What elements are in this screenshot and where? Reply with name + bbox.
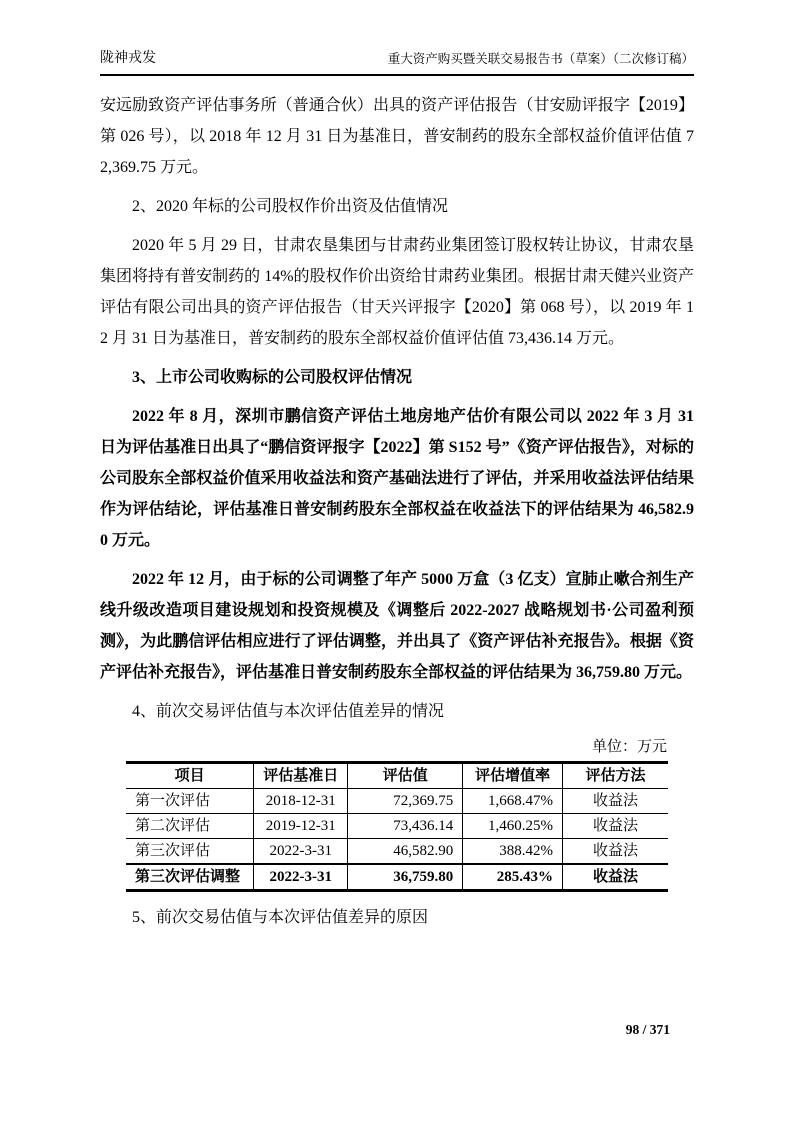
cell-value: 73,436.14 bbox=[348, 814, 463, 839]
header-report-title: 重大资产购买暨关联交易报告书（草案）（二次修订稿） bbox=[387, 52, 694, 66]
paragraph-continuation: 安远励致资产评估事务所（普通合伙）出具的资产评估报告（甘安励评报字【2019】第 026 号），以 2018 年 12 月 31 日为基准日，普安制药的股东全部权益价值评估值 72,369.75 万元。 bbox=[100, 97, 694, 176]
page-header bbox=[100, 50, 694, 76]
cell-rate: 285.43% bbox=[463, 864, 563, 891]
heading-section-5: 5、前次交易估值与本次评估值差异的原因 bbox=[132, 909, 429, 926]
column-header-value: 评估值 bbox=[348, 763, 463, 789]
heading-section-4: 4、前次交易评估值与本次评估值差异的情况 bbox=[132, 703, 445, 720]
cell-item: 第二次评估 bbox=[126, 814, 254, 839]
table-row-third-valuation-adjusted bbox=[126, 864, 668, 891]
table-header-row bbox=[126, 763, 668, 789]
page-body bbox=[100, 90, 694, 941]
column-header-rate: 评估增值率 bbox=[463, 763, 563, 789]
page-number: 98 / 371 bbox=[625, 1022, 670, 1037]
cell-value: 46,582.90 bbox=[348, 839, 463, 865]
cell-value: 72,369.75 bbox=[348, 789, 463, 814]
cell-rate: 388.42% bbox=[463, 839, 563, 865]
heading-section-3: 3、上市公司收购标的公司股权评估情况 bbox=[132, 369, 413, 386]
column-header-base-date: 评估基准日 bbox=[254, 763, 348, 789]
paragraph-2022-december: 2022 年 12 月，由于标的公司调整了年产 5000 万盒（3 亿支）宣肺止嗽合剂生产线升级改造项目建设规划和投资规模及《调整后 2022-2027 战略规划书·公司盈利预测》，为此鹏信评估相应进行了评估调整，并出具了《资产评估补充报告》。根据《资产评估补充报告》，评估基准日普安制药股东全部权益的评估结果为 36,759.80 万元。 bbox=[100, 571, 694, 681]
valuation-comparison-table bbox=[126, 761, 668, 892]
cell-method: 收益法 bbox=[562, 864, 668, 891]
table-row-second-valuation bbox=[126, 814, 668, 839]
table-row-first-valuation bbox=[126, 789, 668, 814]
paragraph-2020-valuation: 2020 年 5 月 29 日，甘肃农垦集团与甘肃药业集团签订股权转让协议，甘肃农垦集团将持有普安制药的 14%的股权作价出资给甘肃药业集团。根据甘肃天健兴业资产评估有限公司出具的资产评估报告（甘天兴评报字【2020】第 068 号），以 2019 年 12 月 31 日为基准日，普安制药的股东全部权益价值评估值 73,436.14 万元。 bbox=[100, 237, 694, 347]
cell-rate: 1,668.47% bbox=[463, 789, 563, 814]
column-header-method: 评估方法 bbox=[562, 763, 668, 789]
cell-base-date: 2022-3-31 bbox=[254, 864, 348, 891]
header-company-name: 陇神戎发 bbox=[100, 51, 156, 66]
column-header-item: 项目 bbox=[126, 763, 254, 789]
cell-item: 第三次评估调整 bbox=[126, 864, 254, 891]
cell-base-date: 2018-12-31 bbox=[254, 789, 348, 814]
table-row-third-valuation bbox=[126, 839, 668, 865]
cell-item: 第一次评估 bbox=[126, 789, 254, 814]
cell-value: 36,759.80 bbox=[348, 864, 463, 891]
paragraph-2022-august: 2022 年 8 月，深圳市鹏信资产评估土地房地产估价有限公司以 2022 年 3 月 31 日为评估基准日出具了“鹏信资评报字【2022】第 S152 号”《资产评估报告》，对标的公司股东全部权益价值采用收益法和资产基础法进行了评估，并采用收益法评估结果作为评估结论，评估基准日普安制药股东全部权益在收益法下的评估结果为 46,582.90 万元。 bbox=[100, 408, 694, 549]
heading-section-2: 2、2020 年标的公司股权作价出资及估值情况 bbox=[132, 198, 449, 215]
table-unit-label: 单位：万元 bbox=[591, 739, 667, 755]
cell-rate: 1,460.25% bbox=[463, 814, 563, 839]
cell-base-date: 2022-3-31 bbox=[254, 839, 348, 865]
cell-base-date: 2019-12-31 bbox=[254, 814, 348, 839]
cell-method: 收益法 bbox=[562, 789, 668, 814]
cell-method: 收益法 bbox=[562, 814, 668, 839]
cell-item: 第三次评估 bbox=[126, 839, 254, 865]
cell-method: 收益法 bbox=[562, 839, 668, 865]
